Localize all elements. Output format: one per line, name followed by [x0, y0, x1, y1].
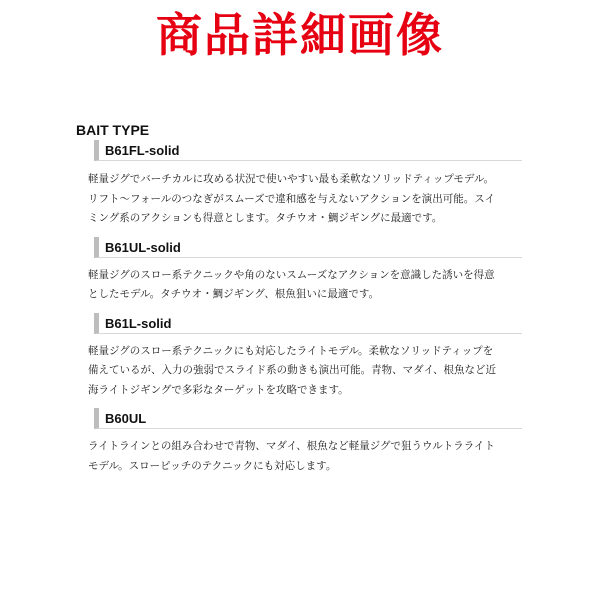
model-description: 軽量ジグのスロー系テクニックや角のないスムーズなアクションを意識した誘いを得意 としたモデル。タチウオ・鯛ジギング、根魚狙いに最適です。 — [88, 268, 495, 300]
model-description: 軽量ジグのスロー系テクニックにも対応したライトモデル。柔軟なソリッドティップを 備えているが、入力の強弱でスライド系の動きも演出可能。青物、マダイ、根魚など近 海ライトジギングで多彩なターゲットを攻略できます。 — [88, 344, 497, 396]
model-entry-b61l-solid — [76, 313, 522, 401]
model-entry-b60ul — [76, 408, 522, 476]
model-header — [94, 140, 522, 161]
model-header — [94, 313, 522, 334]
model-header — [94, 237, 522, 258]
model-name: B61L-solid — [105, 315, 172, 331]
model-name: B61UL-solid — [105, 239, 181, 255]
page-banner-title: 商品詳細画像 — [156, 8, 444, 62]
model-name: B61FL-solid — [105, 143, 180, 158]
model-description: ライトラインとの組み合わせで青物、マダイ、根魚など軽量ジグで狙うウルトラライト モデル。スローピッチのテクニックにも対応します。 — [88, 440, 495, 472]
section-heading: BAIT TYPE — [76, 122, 150, 138]
model-header — [94, 408, 522, 429]
model-entry-b61fl-solid — [76, 140, 522, 229]
model-name: B60UL — [105, 411, 147, 426]
model-description: 軽量ジグでバーチカルに攻める状況で使いやすい最も柔軟なソリッドティップモデル。 リフト～フォールのつなぎがスムーズで違和感を与えないアクションを演出可能。スイ ミング系のアクションも得意とします。タチウオ・鯛ジギングに最適です。 — [88, 173, 495, 224]
model-entry-b61ul-solid — [76, 237, 522, 305]
product-details — [76, 122, 522, 476]
